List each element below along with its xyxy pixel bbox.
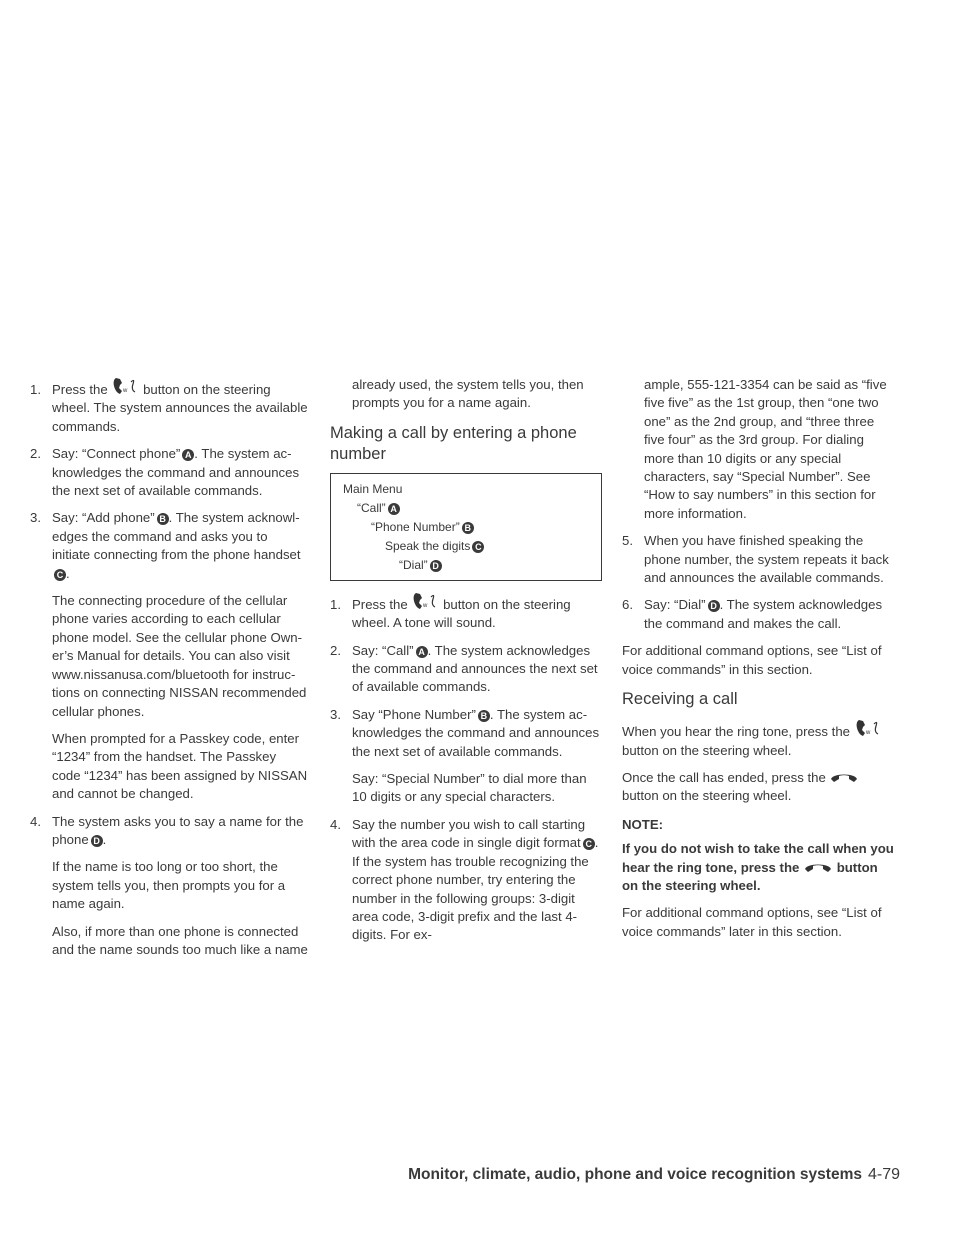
paragraph: Say: “Special Number” to dial more than 10 digits or any special characters. (352, 771, 587, 805)
paragraph: The connecting procedure of the cellular phone varies according to each cellular phone model. See the cellular phone Owner’s Manual for details. You can also visit www.nissanusa.com/bluetooth for instructions on connecting NISSAN recommended cellular phones. (52, 593, 307, 719)
step-1: 1. Press the w button on the steering wheel. The system announces the available commands. (30, 376, 308, 436)
note-heading: NOTE: (622, 816, 664, 832)
callout-c-badge: C (54, 569, 66, 581)
menu-line: Speak the digits C (343, 537, 591, 556)
column-2 (330, 376, 602, 954)
callout-a-badge: A (416, 646, 428, 658)
step-5: 5. When you have finished speaking the phone number, the system repeats it back and announces the available commands. (622, 533, 889, 586)
svg-text:w: w (423, 602, 428, 609)
step-4: 4. The system asks you to say a name for the phone D . (30, 813, 304, 847)
column-3 (622, 376, 897, 950)
callout-c-badge: C (583, 838, 595, 850)
callout-a-badge: A (388, 503, 400, 515)
paragraph: Once the call has ended, press the button on the steering wheel. (622, 769, 897, 806)
page-number: 4-79 (867, 1166, 900, 1183)
phone-pickup-icon (411, 591, 439, 611)
step-3: 3. Say: “Add phone” B . The system acknowledges the command and asks you to initiate connecting from the phone handsetC . (30, 510, 301, 581)
section-heading: Making a call by entering a phone number (330, 423, 577, 463)
page-footer (408, 1166, 900, 1184)
section-heading: Receiving a call (622, 690, 738, 709)
menu-line: Main Menu (343, 481, 403, 496)
note-body: If you do not wish to take the call when you hear the ring tone, press the button on the steering wheel. (622, 841, 894, 893)
column-1 (30, 376, 308, 959)
callout-b-badge: B (478, 710, 490, 722)
callout-d-badge: D (708, 600, 720, 612)
paragraph: ample, 555-121-3354 can be said as “five five five” as the 1st group, then “one two one” as the 2nd group, and “three three five four” as the 3rd group. For dialing more than 10 digits or any special characters, say “Special Number”. See “How to say numbers” in this section for more information. (644, 377, 887, 521)
step-2: 2. Say: “Call” A . The system acknowledges the command and announces the next set of available commands. (330, 642, 598, 695)
phone-hangup-icon (803, 860, 833, 874)
step-1: 1. Press the w button on the steering wheel. A tone will sound. (330, 591, 602, 633)
menu-line: “Call” A (343, 499, 591, 518)
step-4: 4. Say the number you wish to call starting with the area code in single digit format C . If the system has trouble recognizing the correct phone number, try entering the number in the following groups: 3-digit area code, 3-digit prefix and the last 4-digits. For ex- (330, 816, 599, 943)
callout-a-badge: A (182, 449, 194, 461)
phone-pickup-icon (111, 376, 139, 396)
paragraph: When prompted for a Passkey code, enter “1234” from the handset. The Passkey code “1234” has been assigned by NISSAN and cannot be changed. (52, 730, 308, 802)
callout-d-badge: D (430, 560, 442, 572)
section-title: Monitor, climate, audio, phone and voice recognition systems (408, 1166, 862, 1183)
menu-flow-box (330, 473, 602, 581)
callout-b-badge: B (157, 513, 169, 525)
paragraph: When you hear the ring tone, press the w button on the steering wheel. (622, 718, 897, 760)
phone-hangup-icon (829, 770, 859, 784)
paragraph: If the name is too long or too short, the system tells you, then prompts you for a name again. (52, 859, 286, 912)
svg-text:w: w (865, 730, 871, 737)
svg-text:w: w (123, 388, 128, 394)
step-6: 6. Say: “Dial” D . The system acknowledges the command and makes the call. (622, 597, 883, 631)
paragraph: Also, if more than one phone is connected and the name sounds too much like a name (52, 923, 308, 957)
paragraph: For additional command options, see “List of voice commands” in this section. (622, 643, 882, 677)
callout-b-badge: B (462, 522, 474, 534)
step-number: 1. (30, 382, 41, 397)
callout-d-badge: D (91, 835, 103, 847)
step-3: 3. Say “Phone Number” B . The system acknowledges the command and announces the next set of available commands. (330, 706, 600, 759)
callout-c-badge: C (472, 541, 484, 553)
phone-pickup-icon (854, 718, 882, 738)
menu-line: “Phone Number” B (343, 518, 591, 537)
menu-line: “Dial” D (343, 556, 591, 575)
step-2: 2. Say: “Connect phone” A . The system acknowledges the command and announces the next set of available commands. (30, 446, 300, 499)
paragraph: For additional command options, see “List of voice commands” later in this section. (622, 905, 882, 939)
paragraph: already used, the system tells you, then prompts you for a name again. (352, 377, 584, 411)
